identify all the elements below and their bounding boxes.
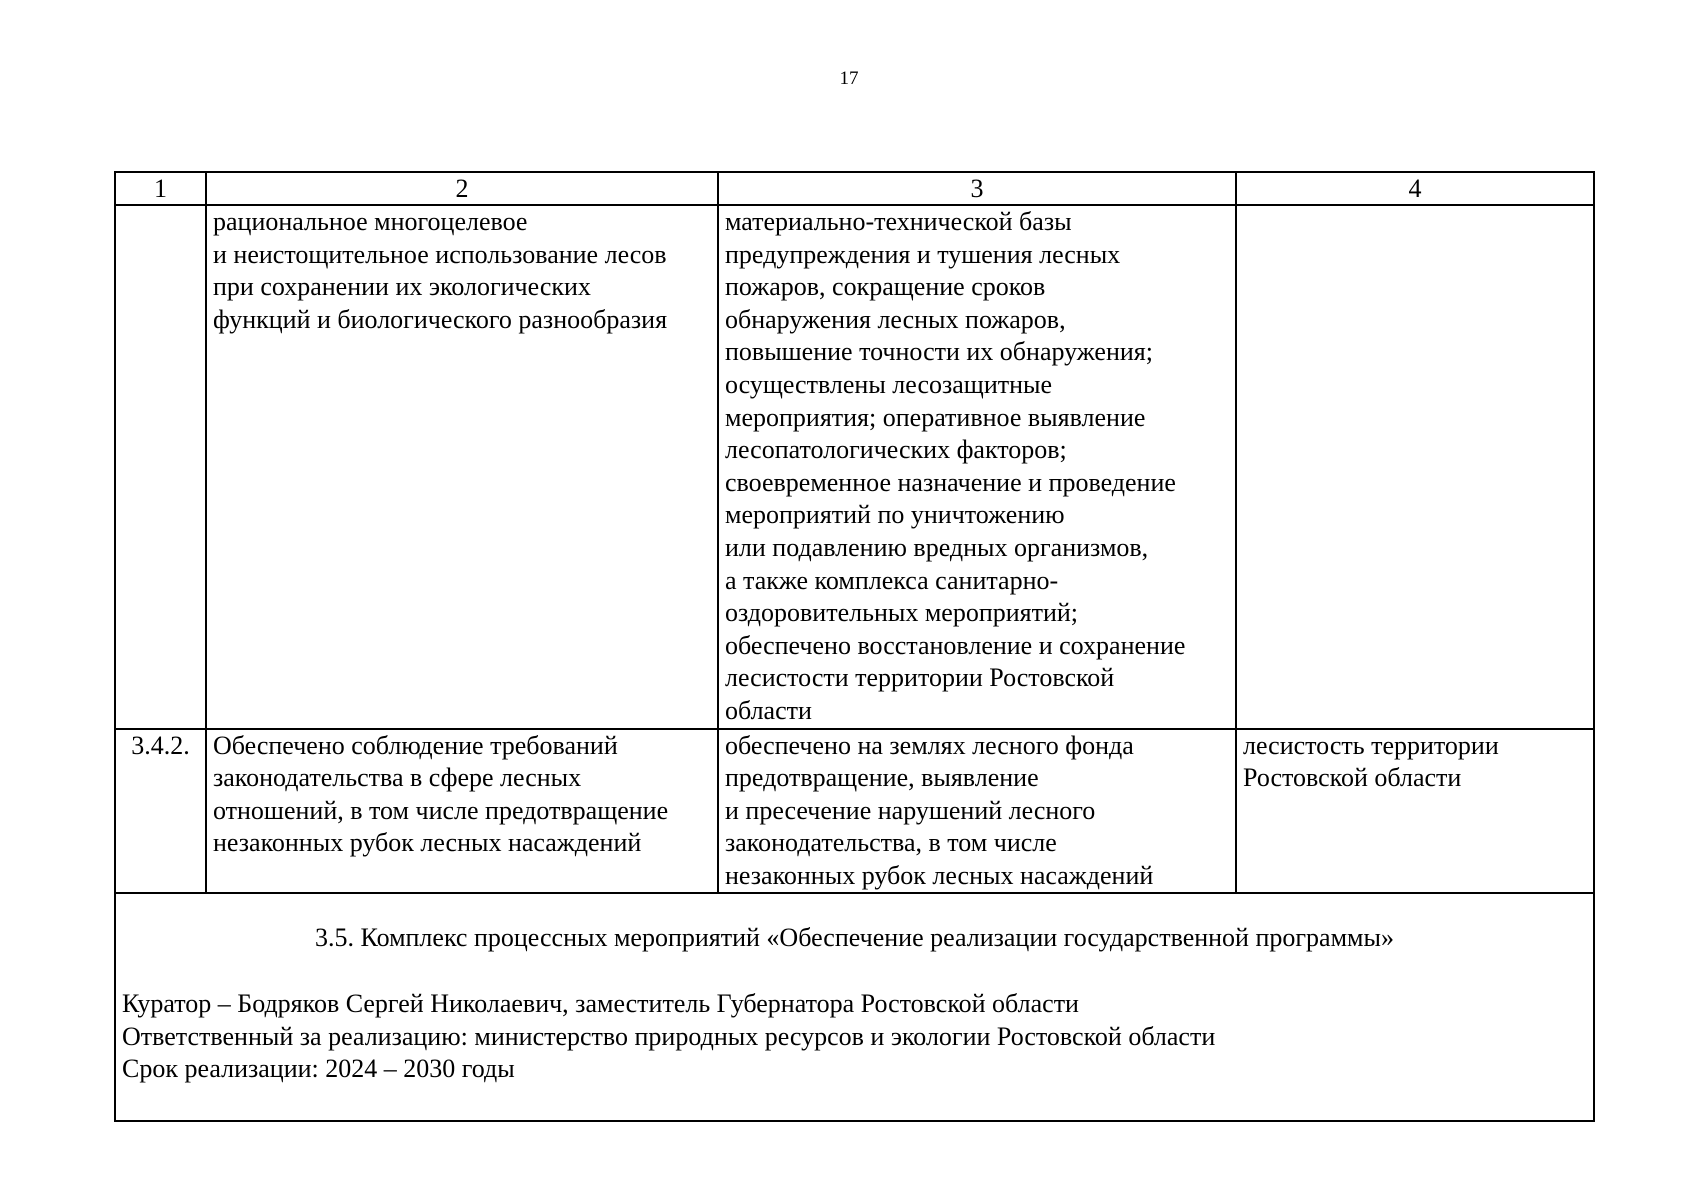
program-table (114, 171, 1595, 1122)
row-number-cell (115, 205, 206, 729)
term-line: Срок реализации: 2024 – 2030 годы (122, 1054, 515, 1084)
section-row (115, 893, 1594, 1121)
section-cell (115, 893, 1594, 1121)
curator-line: Куратор – Бодряков Сергей Николаевич, заместитель Губернатора Ростовской области (122, 989, 1079, 1019)
page-number: 17 (839, 68, 859, 89)
table-row (115, 729, 1594, 894)
column-header: 1 (115, 172, 206, 205)
column-header: 4 (1236, 172, 1594, 205)
result-cell: материально-технической базы предупреждения и тушения лесных пожаров, сокращение сроков обнаружения лесных пожаров, повышение точности их обнаружения; осуществлены лесозащитные мероприятия; оперативное выявление лесопатологических факторов; своевременное назначение и проведение мероприятий по уничтожению или подавлению вредных организмов, а также комплекса санитарно- оздоровительных мероприятий; обеспечено восстановление и сохранение лесистости территории Ростовской области (718, 205, 1236, 729)
table-row (115, 205, 1594, 729)
task-cell: рациональное многоцелевое и неистощительное использование лесов при сохранении их экологических функций и биологического разнообразия (206, 205, 718, 729)
section-title: 3.5. Комплекс процессных мероприятий «Обеспечение реализации государственной программы» (315, 923, 1394, 953)
column-header: 2 (206, 172, 718, 205)
table-header-row (115, 172, 1594, 205)
column-header: 3 (718, 172, 1236, 205)
task-cell: Обеспечено соблюдение требований законодательства в сфере лесных отношений, в том числе предотвращение незаконных рубок лесных насаждений (206, 729, 718, 894)
responsible-line: Ответственный за реализацию: министерство природных ресурсов и экологии Ростовской области (122, 1021, 1216, 1051)
result-cell: обеспечено на землях лесного фонда предотвращение, выявление и пресечение нарушений лесного законодательства, в том числе незаконных рубок лесных насаждений (718, 729, 1236, 894)
row-number-cell: 3.4.2. (115, 729, 206, 894)
indicator-cell: лесистость территории Ростовской области (1236, 729, 1594, 894)
indicator-cell (1236, 205, 1594, 729)
